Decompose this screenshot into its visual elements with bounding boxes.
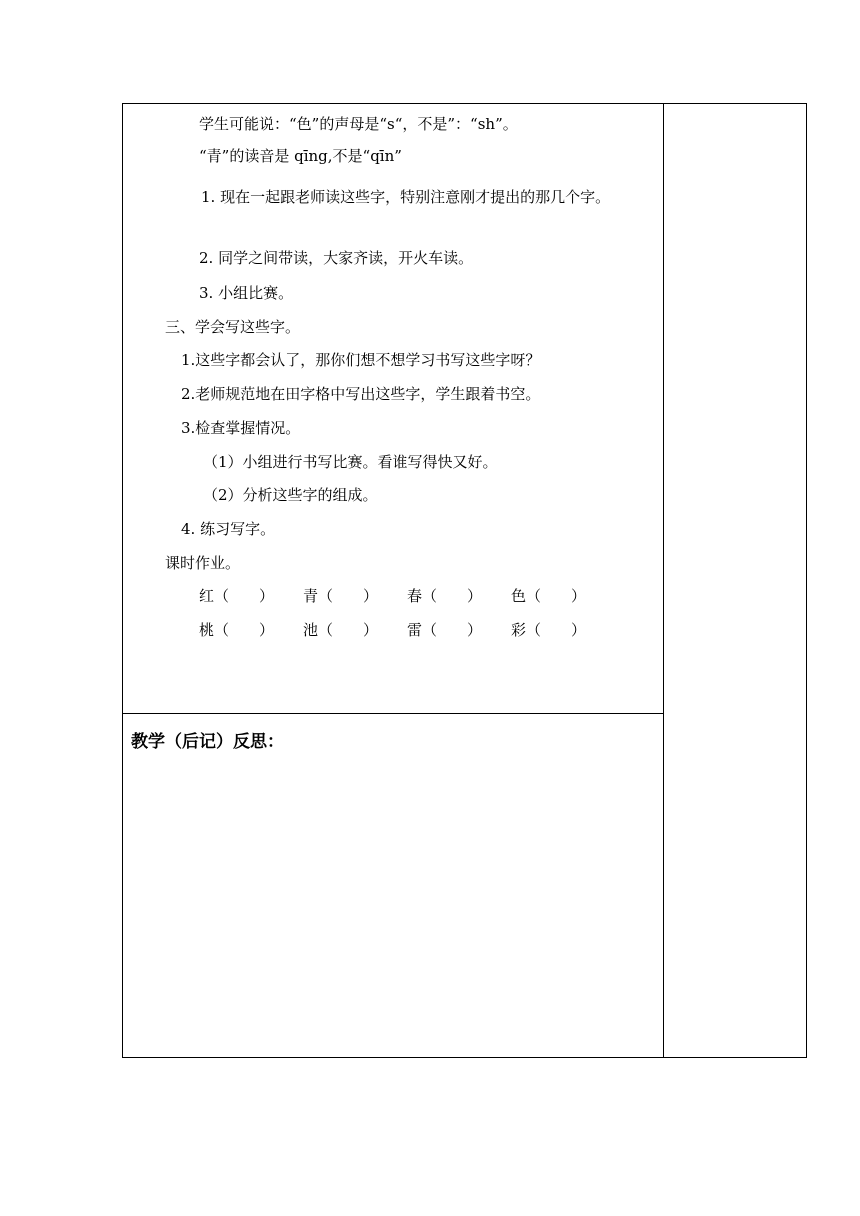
exercise-item: 红（ ）	[199, 587, 275, 605]
lesson-line-7: 1.这些字都会认了，那你们想不想学习书写这些字呀？	[181, 351, 541, 369]
exercise-item: 彩（ ）	[511, 621, 587, 639]
lesson-line-10: （1）小组进行书写比赛。看谁写得快又好。	[203, 453, 498, 471]
lesson-line-2: “青”的读音是 qīng,不是“qīn”	[199, 147, 402, 165]
homework-heading: 课时作业。	[165, 554, 241, 572]
exercise-item: 桃（ ）	[199, 621, 275, 639]
exercise-item: 色（ ）	[511, 587, 587, 605]
exercise-item: 青（ ）	[303, 587, 379, 605]
lesson-line-1: 学生可能说：“色”的声母是“s“，不是”：“sh”。	[199, 115, 518, 133]
lesson-line-9: 3.检查掌握情况。	[181, 419, 301, 437]
lesson-line-11: （2）分析这些字的组成。	[203, 486, 378, 504]
lesson-line-4: 2. 同学之间带读，大家齐读，开火车读。	[199, 249, 474, 267]
lesson-line-3: 1. 现在一起跟老师读这些字，特别注意刚才提出的那几个字。	[201, 188, 611, 206]
exercise-item: 池（ ）	[303, 621, 379, 639]
lesson-table-border	[122, 103, 807, 1058]
table-column-divider	[663, 103, 664, 1058]
lesson-line-5: 3. 小组比赛。	[199, 284, 294, 302]
table-row-divider	[122, 713, 664, 714]
lesson-line-8: 2.老师规范地在田字格中写出这些字，学生跟着书空。	[181, 385, 541, 403]
reflection-title: 教学（后记）反思：	[131, 732, 284, 752]
exercise-item: 春（ ）	[407, 587, 483, 605]
exercise-item: 雷（ ）	[407, 621, 483, 639]
lesson-section-heading: 三、学会写这些字。	[165, 318, 301, 336]
lesson-line-12: 4. 练习写字。	[181, 520, 276, 538]
